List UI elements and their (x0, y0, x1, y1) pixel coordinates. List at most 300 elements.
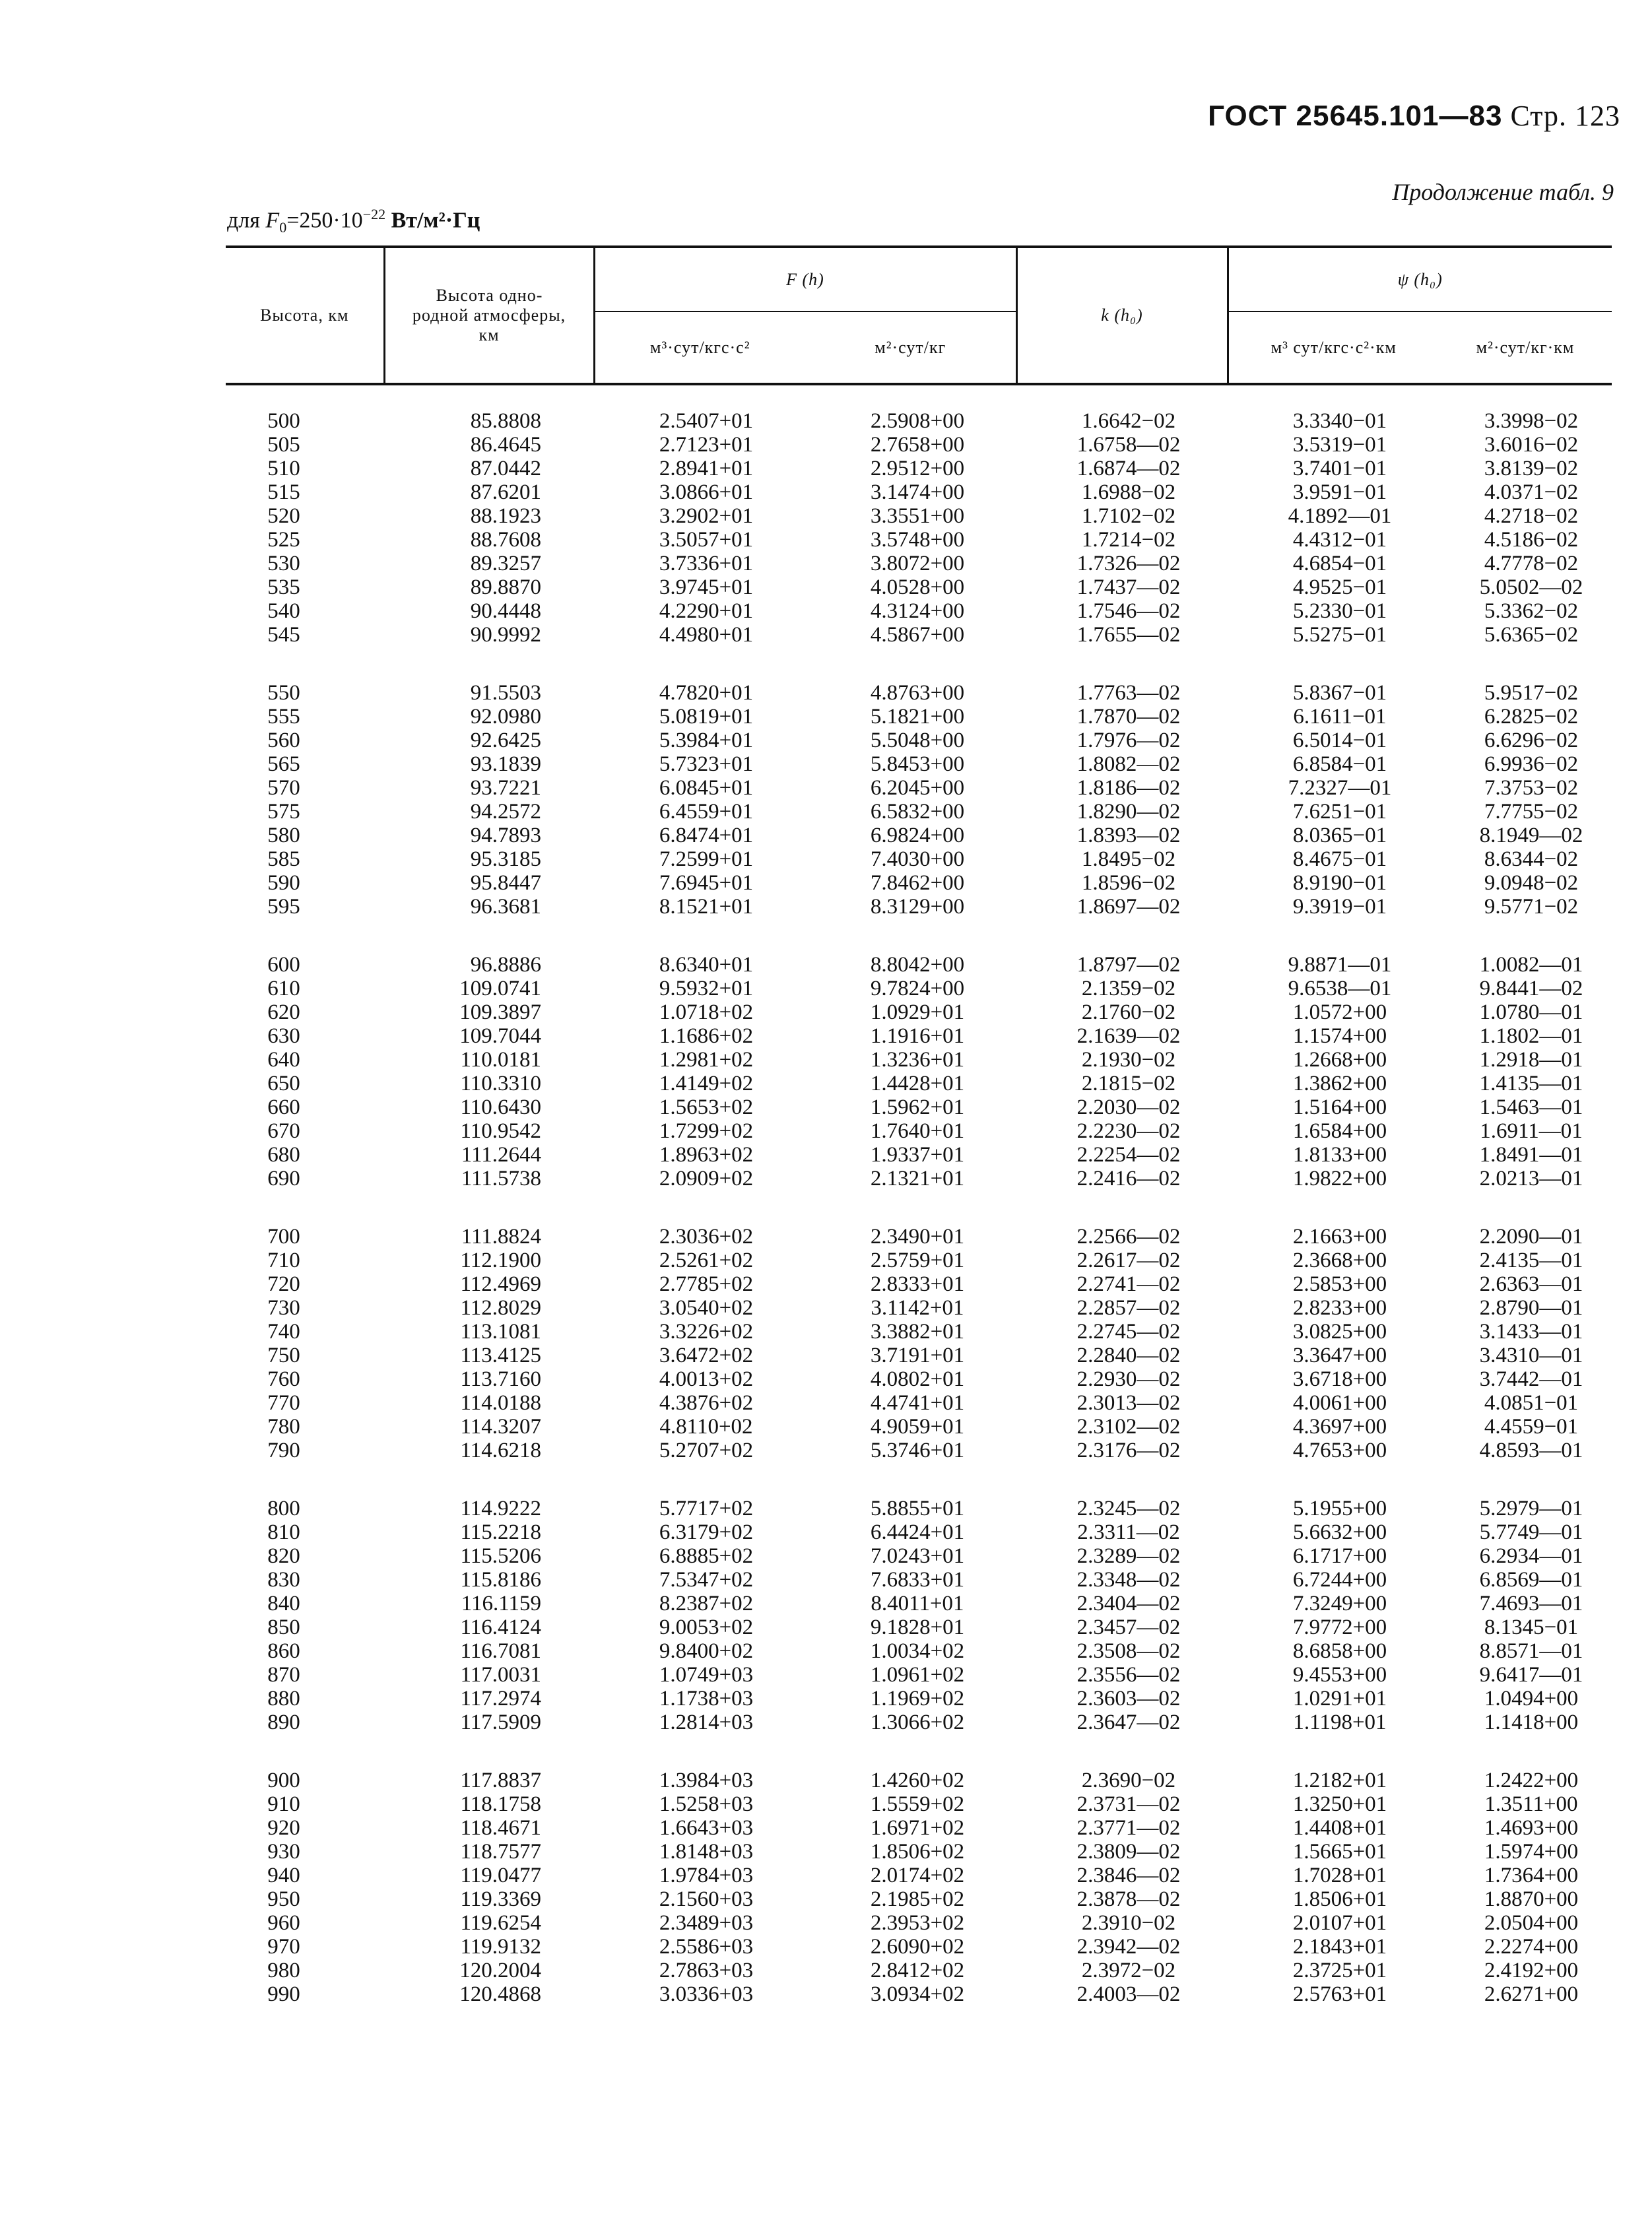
table-cell: 114.9222 (460, 1497, 541, 1520)
table-cell: 4.3876+02 (659, 1391, 754, 1415)
table-cell: 87.6201 (470, 480, 541, 504)
table-cell: 94.7893 (470, 824, 541, 847)
col-k-header: k (h₀) (1016, 247, 1228, 384)
table-cell: 680 (267, 1143, 300, 1167)
table-cell: 2.7658+00 (870, 433, 965, 457)
table-cell: 3.3340−01 (1292, 409, 1387, 433)
table-cell: 2.4135—01 (1479, 1249, 1583, 1272)
table-cell: 96.8886 (470, 953, 541, 977)
table-row (0, 1320, 1652, 1344)
table-cell: 4.7820+01 (659, 681, 754, 705)
table-cell: 1.8596−02 (1081, 871, 1176, 895)
table-cell: 112.4969 (460, 1272, 541, 1296)
table-row (0, 1249, 1652, 1272)
table-cell: 1.3511+00 (1484, 1792, 1578, 1816)
table-cell: 2.2254—02 (1076, 1143, 1181, 1167)
table-cell: 9.6417—01 (1479, 1663, 1583, 1687)
table-cell: 110.3310 (460, 1072, 541, 1095)
row-group (0, 1497, 1652, 1734)
table-row (0, 1816, 1652, 1840)
table-cell: 1.7299+02 (659, 1119, 754, 1143)
table-row (0, 1225, 1652, 1249)
table-cell: 119.3369 (460, 1887, 541, 1911)
table-cell: 880 (267, 1687, 300, 1711)
table-cell: 690 (267, 1167, 300, 1191)
table-cell: 2.0909+02 (659, 1167, 754, 1191)
table-cell: 1.7870—02 (1076, 705, 1181, 729)
table-cell: 3.3998−02 (1484, 409, 1579, 433)
table-cell: 2.2274+00 (1484, 1935, 1579, 1959)
table-cell: 1.2182+01 (1292, 1769, 1387, 1792)
table-cell: 117.5909 (460, 1711, 541, 1734)
table-cell: 1.5962+01 (870, 1095, 965, 1119)
table-cell: 1.6643+03 (659, 1816, 754, 1840)
table-cell: 950 (267, 1887, 300, 1911)
table-cell: 109.3897 (459, 1000, 541, 1024)
table-row (0, 895, 1652, 919)
table-cell: 1.9822+00 (1292, 1167, 1387, 1191)
table-cell: 2.3603—02 (1076, 1687, 1181, 1711)
table-cell: 112.1900 (460, 1249, 541, 1272)
table-cell: 1.1738+03 (659, 1687, 754, 1711)
table-cell: 5.6365−02 (1484, 623, 1579, 647)
table-cell: 7.3249+00 (1292, 1592, 1387, 1615)
table-row (0, 752, 1652, 776)
table-cell: 2.3176—02 (1076, 1439, 1181, 1462)
table-cell: 9.5932+01 (659, 977, 754, 1000)
table-cell: 120.4868 (459, 1982, 541, 2006)
table-cell: 2.4192+00 (1484, 1959, 1579, 1982)
table-cell: 1.5463—01 (1479, 1095, 1583, 1119)
table-cell: 585 (267, 847, 300, 871)
table-cell: 2.3878—02 (1076, 1887, 1181, 1911)
table-cell: 555 (267, 705, 300, 729)
table-row (0, 1344, 1652, 1367)
table-row (0, 705, 1652, 729)
page-header (1208, 99, 1620, 133)
table-cell: 840 (267, 1592, 300, 1615)
table-cell: 2.0174+02 (870, 1864, 965, 1887)
table-cell: 119.6254 (460, 1911, 541, 1935)
table-cell: 1.1574+00 (1292, 1024, 1387, 1048)
table-cell: 2.1663+00 (1292, 1225, 1387, 1249)
table-cell: 4.0802+01 (870, 1367, 965, 1391)
table-row (0, 1296, 1652, 1320)
table-cell: 8.4011+01 (871, 1592, 964, 1615)
table-cell: 7.8462+00 (870, 871, 965, 895)
table-cell: 4.4312−01 (1292, 528, 1387, 552)
table-cell: 8.8042+00 (870, 953, 965, 977)
table-cell: 2.5908+00 (870, 409, 965, 433)
table-cell: 2.3457—02 (1076, 1615, 1181, 1639)
table-cell: 1.8797—02 (1076, 953, 1181, 977)
table-cell: 2.4003—02 (1076, 1982, 1181, 2006)
table-cell: 2.6090+02 (870, 1935, 965, 1959)
table-cell: 4.7778−02 (1484, 552, 1579, 575)
table-cell: 560 (267, 729, 300, 752)
table-cell: 940 (267, 1864, 300, 1887)
row-group (0, 681, 1652, 919)
table-cell: 2.3489+03 (659, 1911, 754, 1935)
table-cell: 5.0502—02 (1479, 575, 1583, 599)
table-row (0, 1520, 1652, 1544)
table-cell: 8.1949—02 (1479, 824, 1583, 847)
table-cell: 6.2825−02 (1484, 705, 1579, 729)
table-cell: 1.0961+02 (870, 1663, 965, 1687)
table-cell: 830 (267, 1568, 300, 1592)
table-cell: 3.1433—01 (1479, 1320, 1583, 1344)
table-cell: 1.8697—02 (1076, 895, 1181, 919)
table-row (0, 480, 1652, 504)
table-cell: 109.7044 (459, 1024, 541, 1048)
table-cell: 91.5503 (470, 681, 541, 705)
table-cell: 3.7442—01 (1479, 1367, 1583, 1391)
table-cell: 5.7717+02 (659, 1497, 754, 1520)
table-cell: 1.5653+02 (659, 1095, 754, 1119)
table-cell: 2.3953+02 (870, 1911, 965, 1935)
table-cell: 1.1198+01 (1293, 1711, 1387, 1734)
table-row (0, 1769, 1652, 1792)
table-cell: 1.7640+01 (870, 1119, 965, 1143)
table-cell: 1.6584+00 (1292, 1119, 1387, 1143)
table-cell: 9.6538—01 (1288, 977, 1392, 1000)
table-cell: 510 (267, 457, 300, 480)
table-cell: 2.3668+00 (1292, 1249, 1387, 1272)
table-cell: 1.8393—02 (1076, 824, 1181, 847)
table-cell: 770 (267, 1391, 300, 1415)
table-cell: 750 (267, 1344, 300, 1367)
table-cell: 2.3731—02 (1076, 1792, 1181, 1816)
table-row (0, 1568, 1652, 1592)
table-cell: 8.6340+01 (659, 953, 754, 977)
table-cell: 2.1560+03 (659, 1887, 754, 1911)
table-cell: 4.6854−01 (1292, 552, 1387, 575)
table-cell: 9.0948−02 (1484, 871, 1579, 895)
table-row (0, 800, 1652, 824)
table-row (0, 847, 1652, 871)
table-cell: 1.5559+02 (870, 1792, 965, 1816)
table-row (0, 1615, 1652, 1639)
table-cell: 1.1969+02 (870, 1687, 965, 1711)
table-cell: 95.8447 (470, 871, 541, 895)
table-row (0, 409, 1652, 433)
table-cell: 2.2416—02 (1076, 1167, 1181, 1191)
table-row (0, 729, 1652, 752)
table-cell: 2.3942—02 (1076, 1935, 1181, 1959)
table-cell: 2.1843+01 (1292, 1935, 1387, 1959)
table-cell: 9.1828+01 (870, 1615, 965, 1639)
table-cell: 2.8412+02 (870, 1959, 965, 1982)
table-cell: 2.6271+00 (1484, 1982, 1579, 2006)
table-cell: 2.1321+01 (870, 1167, 965, 1191)
table-cell: 1.7437—02 (1076, 575, 1181, 599)
table-cell: 500 (267, 409, 300, 433)
table-cell: 3.6718+00 (1292, 1367, 1387, 1391)
table-cell: 1.4693+00 (1484, 1816, 1579, 1840)
table-cell: 2.3972−02 (1081, 1959, 1176, 1982)
table-cell: 4.4741+01 (870, 1391, 965, 1415)
table-cell: 111.2644 (461, 1143, 541, 1167)
table-cell: 990 (267, 1982, 300, 2006)
table-cell: 2.1815−02 (1081, 1072, 1176, 1095)
table-cell: 113.4125 (460, 1344, 541, 1367)
table-cell: 2.0504+00 (1484, 1911, 1579, 1935)
table-cell: 1.8963+02 (659, 1143, 754, 1167)
standard-number: ГОСТ 25645.101—83 (1208, 100, 1503, 132)
table-cell: 9.3919−01 (1292, 895, 1387, 919)
table-cell: 8.9190−01 (1292, 871, 1387, 895)
table-row (0, 1497, 1652, 1520)
table-cell: 3.5748+00 (870, 528, 965, 552)
table-cell: 3.8139−02 (1484, 457, 1579, 480)
table-cell: 8.8571—01 (1479, 1639, 1583, 1663)
table-cell: 860 (267, 1639, 300, 1663)
table-cell: 6.2045+00 (870, 776, 965, 800)
table-cell: 6.0845+01 (659, 776, 754, 800)
table-cell: 530 (267, 552, 300, 575)
table-row (0, 824, 1652, 847)
table-cell: 90.4448 (470, 599, 541, 623)
table-cell: 5.2330−01 (1292, 599, 1387, 623)
table-cell: 660 (267, 1095, 300, 1119)
table-cell: 2.5261+02 (659, 1249, 754, 1272)
table-cell: 1.2422+00 (1484, 1769, 1579, 1792)
table-cell: 5.0819+01 (659, 705, 754, 729)
table-cell: 1.8290—02 (1076, 800, 1181, 824)
table-cell: 3.0934+02 (870, 1982, 965, 2006)
table-cell: 90.9992 (470, 623, 541, 647)
table-cell: 850 (267, 1615, 300, 1639)
table-cell: 1.6758—02 (1076, 433, 1181, 457)
table-cell: 6.8474+01 (659, 824, 754, 847)
table-cell: 760 (267, 1367, 300, 1391)
table-cell: 5.7323+01 (659, 752, 754, 776)
table-header (226, 245, 1612, 385)
table-cell: 7.0243+01 (870, 1544, 965, 1568)
table-cell: 2.3809—02 (1076, 1840, 1181, 1864)
table-cell: 6.5832+00 (870, 800, 965, 824)
table-cell: 2.3556—02 (1076, 1663, 1181, 1687)
table-cell: 4.0528+00 (870, 575, 965, 599)
table-cell: 7.4030+00 (870, 847, 965, 871)
table-row (0, 1887, 1652, 1911)
table-cell: 2.2930—02 (1076, 1367, 1181, 1391)
table-cell: 4.4559−01 (1484, 1415, 1579, 1439)
table-row (0, 1072, 1652, 1095)
table-cell: 1.6642−02 (1081, 409, 1176, 433)
table-row (0, 1911, 1652, 1935)
table-cell: 3.9591−01 (1292, 480, 1387, 504)
table-cell: 9.8871—01 (1288, 953, 1392, 977)
table-cell: 1.7976—02 (1076, 729, 1181, 752)
table-cell: 1.7214−02 (1081, 528, 1176, 552)
table-cell: 1.8082—02 (1076, 752, 1181, 776)
table-cell: 2.5586+03 (659, 1935, 754, 1959)
table-cell: 2.3311—02 (1077, 1520, 1180, 1544)
table-cell: 9.4553+00 (1292, 1663, 1387, 1687)
table-row (0, 681, 1652, 705)
table-cell: 85.8808 (470, 409, 541, 433)
table-row (0, 1711, 1652, 1734)
table-cell: 6.7244+00 (1292, 1568, 1387, 1592)
table-cell: 4.5186−02 (1484, 528, 1579, 552)
table-cell: 88.7608 (470, 528, 541, 552)
table-cell: 4.0851−01 (1484, 1391, 1579, 1415)
table-cell: 5.3984+01 (659, 729, 754, 752)
table-cell: 2.3846—02 (1076, 1864, 1181, 1887)
table-cell: 1.9784+03 (659, 1864, 754, 1887)
table-cell: 1.2918—01 (1479, 1048, 1583, 1072)
table-cell: 5.8367−01 (1292, 681, 1387, 705)
table-row (0, 575, 1652, 599)
table-cell: 920 (267, 1816, 300, 1840)
table-cell: 535 (267, 575, 300, 599)
table-cell: 1.3236+01 (870, 1048, 965, 1072)
table-cell: 6.8569—01 (1479, 1568, 1583, 1592)
table-cell: 6.2934—01 (1479, 1544, 1583, 1568)
table-cell: 117.0031 (460, 1663, 541, 1687)
table-cell: 4.9059+01 (870, 1415, 965, 1439)
table-cell: 590 (267, 871, 300, 895)
table-cell: 113.7160 (460, 1367, 541, 1391)
table-row (0, 953, 1652, 977)
table-cell: 1.0929+01 (870, 1000, 965, 1024)
table-cell: 110.0181 (460, 1048, 541, 1072)
table-row (0, 457, 1652, 480)
table-cell: 1.5164+00 (1292, 1095, 1387, 1119)
row-group (0, 1769, 1652, 2006)
table-cell: 4.8110+02 (659, 1415, 753, 1439)
table-cell: 1.7546—02 (1076, 599, 1181, 623)
table-cell: 4.7653+00 (1292, 1439, 1387, 1462)
table-cell: 910 (267, 1792, 300, 1816)
table-cell: 1.0749+03 (659, 1663, 754, 1687)
table-cell: 1.3066+02 (870, 1711, 965, 1734)
table-cell: 1.7655—02 (1076, 623, 1181, 647)
table-cell: 3.7336+01 (659, 552, 754, 575)
table-cell: 2.3245—02 (1076, 1497, 1181, 1520)
table-row (0, 1095, 1652, 1119)
table-cell: 1.0082—01 (1479, 953, 1583, 977)
table-cell: 1.9337+01 (870, 1143, 965, 1167)
table-cell: 3.4310—01 (1479, 1344, 1583, 1367)
table-cell: 3.1142+01 (871, 1296, 964, 1320)
table-cell: 1.0780—01 (1479, 1000, 1583, 1024)
table-cell: 5.2979—01 (1479, 1497, 1583, 1520)
table-cell: 4.3697+00 (1292, 1415, 1387, 1439)
table-cell: 2.1760−02 (1081, 1000, 1176, 1024)
table-row (0, 623, 1652, 647)
table-cell: 9.8441—02 (1479, 977, 1583, 1000)
table-cell: 116.4124 (460, 1615, 541, 1639)
table-row (0, 1792, 1652, 1816)
table-cell: 640 (267, 1048, 300, 1072)
table-cell: 790 (267, 1439, 300, 1462)
table-cell: 1.7326—02 (1076, 552, 1181, 575)
table-cell: 1.8133+00 (1292, 1143, 1387, 1167)
table-cell: 4.2290+01 (659, 599, 754, 623)
flux-condition: для $F_0=250\cdot 10^{-22}$ Вт/м²·Гц (227, 206, 480, 236)
table-cell: 5.5275−01 (1292, 623, 1387, 647)
table-cell: 2.2840—02 (1076, 1344, 1181, 1367)
table-cell: 9.0053+02 (659, 1615, 754, 1639)
table-cell: 6.4424+01 (870, 1520, 965, 1544)
table-row (0, 1592, 1652, 1615)
table-cell: 93.7221 (470, 776, 541, 800)
table-cell: 1.4149+02 (659, 1072, 754, 1095)
table-cell: 116.1159 (461, 1592, 541, 1615)
table-cell: 2.2566—02 (1076, 1225, 1181, 1249)
table-cell: 2.1639—02 (1076, 1024, 1181, 1048)
table-cell: 7.9772+00 (1292, 1615, 1387, 1639)
table-cell: 4.0013+02 (659, 1367, 754, 1391)
table-cell: 114.0188 (460, 1391, 541, 1415)
table-cell: 1.7763—02 (1076, 681, 1181, 705)
table-cell: 5.6632+00 (1292, 1520, 1387, 1544)
table-cell: 8.3129+00 (870, 895, 965, 919)
table-cell: 86.4645 (470, 433, 541, 457)
table-cell: 3.2902+01 (659, 504, 754, 528)
table-row (0, 1272, 1652, 1296)
table-cell: 970 (267, 1935, 300, 1959)
table-row (0, 433, 1652, 457)
table-cell: 2.5853+00 (1292, 1272, 1387, 1296)
table-cell: 6.9824+00 (870, 824, 965, 847)
table-cell: 1.8506+01 (1292, 1887, 1387, 1911)
table-cell: 1.2814+03 (659, 1711, 754, 1734)
col-F-units1-header: м³·сут/кгс·с² (594, 311, 805, 384)
table-cell: 2.0107+01 (1292, 1911, 1387, 1935)
col-F-group-header: F (h) (594, 247, 1016, 311)
table-cell: 4.8593—01 (1479, 1439, 1583, 1462)
table-cell: 4.0371−02 (1484, 480, 1579, 504)
table-cell: 780 (267, 1415, 300, 1439)
table-cell: 6.8584−01 (1292, 752, 1387, 776)
table-cell: 5.3362−02 (1484, 599, 1579, 623)
table-cell: 5.8453+00 (870, 752, 965, 776)
table-cell: 3.3882+01 (870, 1320, 965, 1344)
table-row (0, 1544, 1652, 1568)
table-cell: 3.3647+00 (1292, 1344, 1387, 1367)
table-cell: 3.8072+00 (870, 552, 965, 575)
table-cell: 8.2387+02 (659, 1592, 754, 1615)
table-cell: 670 (267, 1119, 300, 1143)
table-cell: 89.8870 (470, 575, 541, 599)
table-cell: 5.5048+00 (870, 729, 965, 752)
table-cell: 7.6833+01 (870, 1568, 965, 1592)
table-cell: 1.4428+01 (870, 1072, 965, 1095)
row-group (0, 1225, 1652, 1462)
table-cell: 118.4671 (460, 1816, 541, 1840)
table-cell: 1.0494+00 (1484, 1687, 1579, 1711)
table-cell: 740 (267, 1320, 300, 1344)
table-cell: 600 (267, 953, 300, 977)
table-row (0, 1639, 1652, 1663)
table-cell: 1.6874—02 (1076, 457, 1181, 480)
table-cell: 1.1686+02 (659, 1024, 754, 1048)
col-psi-group-header: ψ (h₀) (1228, 247, 1612, 311)
table-cell: 810 (267, 1520, 300, 1544)
table-cell: 720 (267, 1272, 300, 1296)
table-cell: 117.8837 (460, 1769, 541, 1792)
table-cell: 6.6296−02 (1484, 729, 1579, 752)
table-cell: 1.8506+02 (870, 1840, 965, 1864)
table-cell: 710 (267, 1249, 300, 1272)
table-cell: 3.0866+01 (659, 480, 754, 504)
table-cell: 115.8186 (460, 1568, 541, 1592)
table-cell: 730 (267, 1296, 300, 1320)
table-cell: 550 (267, 681, 300, 705)
